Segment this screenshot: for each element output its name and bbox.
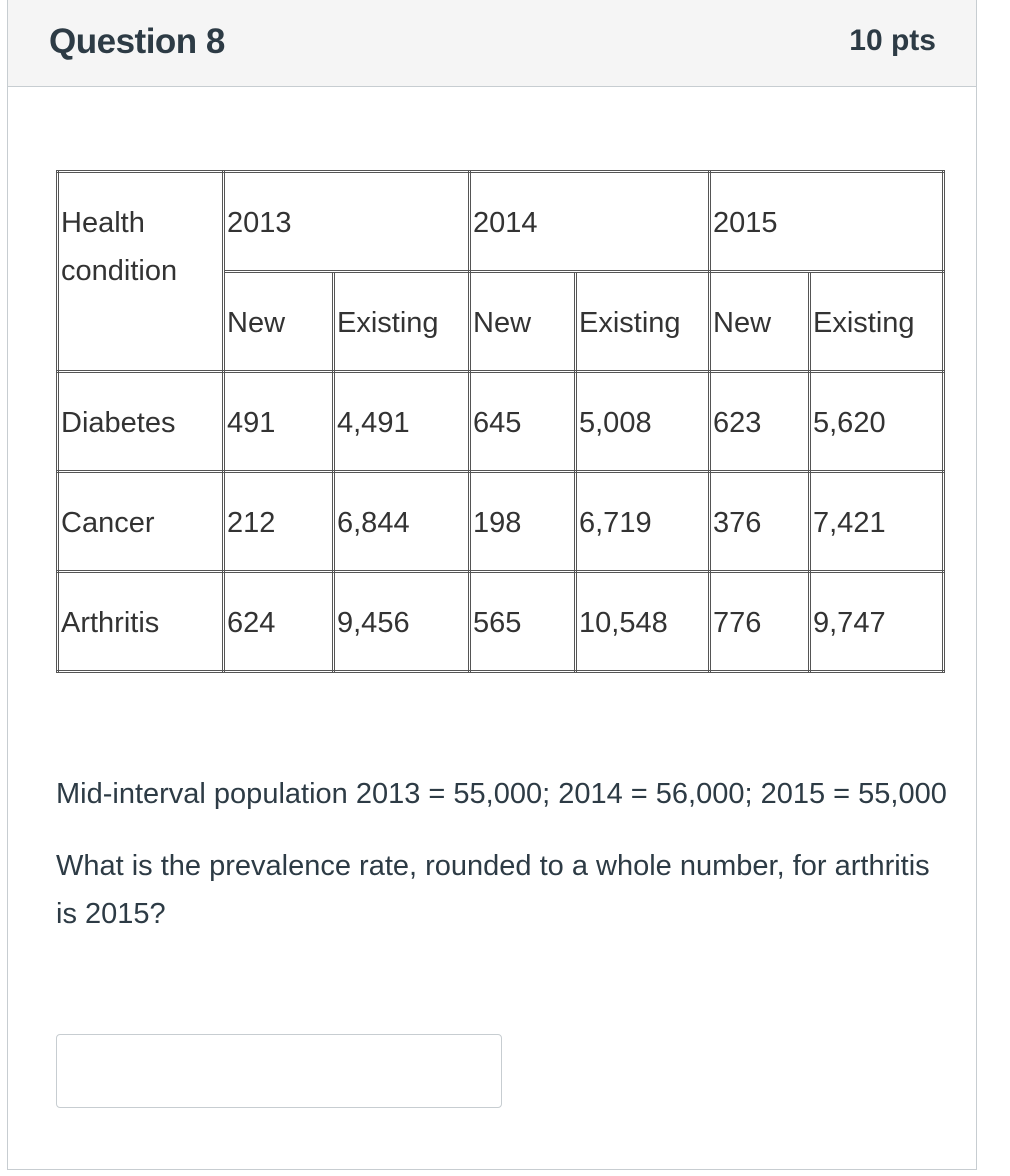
table-cell: 645 [470, 372, 576, 472]
subheader-cell: Existing [576, 272, 710, 372]
data-table [56, 170, 945, 673]
table-cell: 776 [710, 572, 810, 672]
table-cell: 6,844 [334, 472, 470, 572]
row-label: Arthritis [58, 572, 224, 672]
table-cell: 7,421 [810, 472, 944, 572]
answer-input[interactable] [56, 1034, 502, 1108]
table-cell: 624 [224, 572, 334, 672]
table-header-row [58, 172, 944, 272]
table-cell: 5,008 [576, 372, 710, 472]
row-label: Diabetes [58, 372, 224, 472]
header-year-2013: 2013 [224, 172, 470, 272]
table-cell: 9,456 [334, 572, 470, 672]
table-cell: 4,491 [334, 372, 470, 472]
row-label: Cancer [58, 472, 224, 572]
table-row [58, 372, 944, 472]
table-row [58, 472, 944, 572]
table-cell: 376 [710, 472, 810, 572]
prompt-text: What is the prevalence rate, rounded to a whole number, for arthritis is 2015? [56, 850, 930, 930]
question-points: 10 pts [849, 24, 936, 57]
table-cell: 198 [470, 472, 576, 572]
header-health-condition: Health condition [58, 172, 224, 372]
subheader-cell: New [470, 272, 576, 372]
header-year-2014: 2014 [470, 172, 710, 272]
question-title: Question 8 [49, 22, 225, 61]
subheader-cell: Existing [810, 272, 944, 372]
table-cell: 5,620 [810, 372, 944, 472]
question-text [56, 770, 956, 962]
question-card [7, 0, 977, 1170]
subheader-cell: New [710, 272, 810, 372]
table-cell: 6,719 [576, 472, 710, 572]
table-cell: 623 [710, 372, 810, 472]
header-year-2015: 2015 [710, 172, 944, 272]
table-row [58, 572, 944, 672]
question-header [8, 0, 976, 87]
table-cell: 10,548 [576, 572, 710, 672]
table-cell: 9,747 [810, 572, 944, 672]
subheader-cell: New [224, 272, 334, 372]
table-cell: 565 [470, 572, 576, 672]
subheader-cell: Existing [334, 272, 470, 372]
table-cell: 212 [224, 472, 334, 572]
population-text: Mid-interval population 2013 = 55,000; 2014 = 56,000; 2015 = 55,000 [56, 778, 947, 810]
table-cell: 491 [224, 372, 334, 472]
